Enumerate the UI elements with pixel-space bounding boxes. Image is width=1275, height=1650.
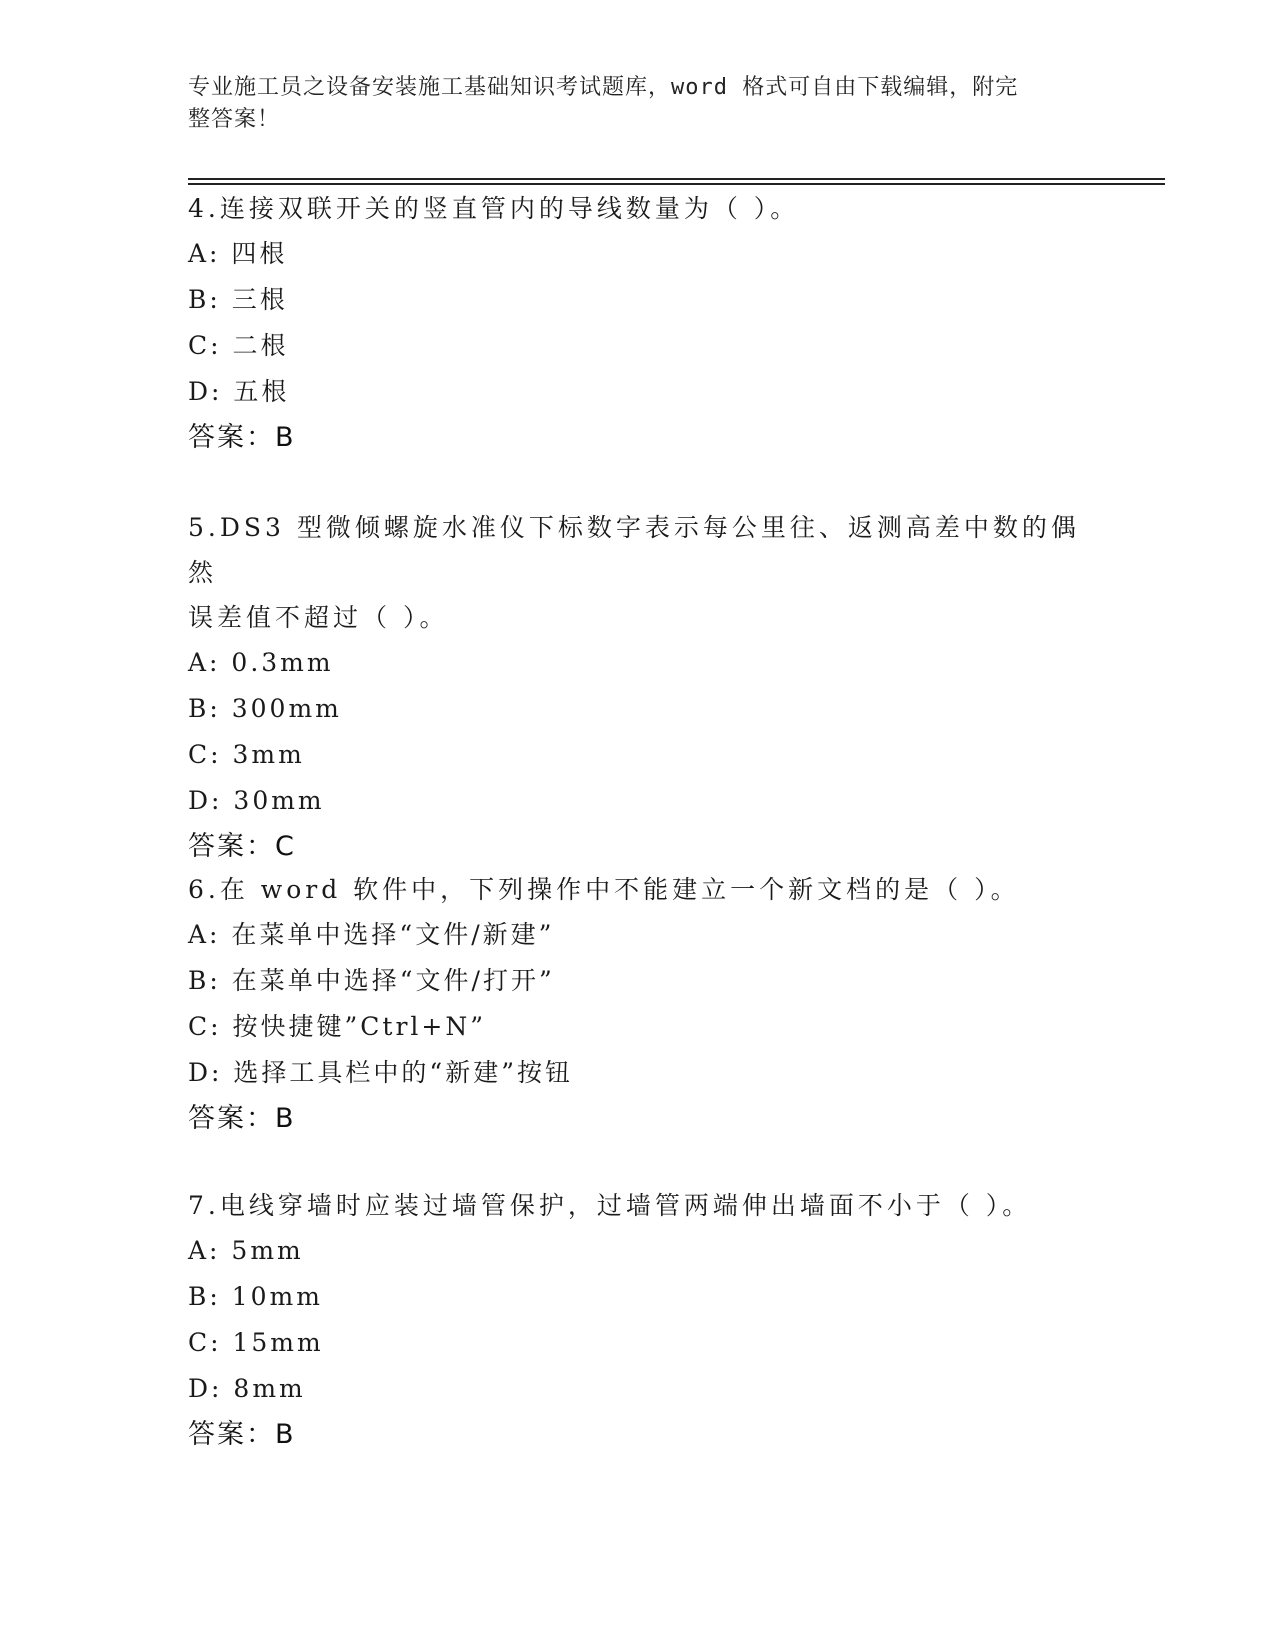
question-stem: 4.连接双联开关的竖直管内的导线数量为（ ）。: [188, 194, 800, 223]
option-c: C: 按快捷键”Ctrl+N”: [188, 1012, 487, 1041]
question-stem: 7.电线穿墙时应装过墙管保护，过墙管两端伸出墙面不小于（ ）。: [188, 1191, 1032, 1220]
option-a: A: 0.3mm: [188, 648, 334, 677]
option-c: C: 二根: [188, 331, 289, 360]
answer: 答案：B: [188, 1103, 296, 1134]
header-divider-bottom: [188, 183, 1165, 185]
question-stem: 6.在 word 软件中，下列操作中不能建立一个新文档的是（ ）。: [188, 875, 1020, 904]
answer: 答案：B: [188, 1419, 296, 1450]
header-line-2: 整答案！: [188, 107, 281, 132]
option-c: C: 15mm: [188, 1328, 324, 1357]
answer: 答案：B: [188, 422, 296, 453]
option-b: B: 三根: [188, 285, 288, 314]
option-a: A: 5mm: [188, 1236, 304, 1265]
question-6: [188, 867, 1088, 1142]
question-5: [188, 505, 1088, 870]
header-line-1: 专业施工员之设备安装施工基础知识考试题库，word 格式可自由下载编辑，附完: [188, 75, 1019, 100]
option-d: D: 五根: [188, 377, 290, 406]
question-7: [188, 1183, 1088, 1458]
question-stem-line-1: 5.DS3 型微倾螺旋水准仪下标数字表示每公里往、返测高差中数的偶然: [188, 513, 1080, 587]
option-d: D: 选择工具栏中的“新建”按钮: [188, 1058, 573, 1087]
option-c: C: 3mm: [188, 740, 305, 769]
option-a: A: 四根: [188, 239, 288, 268]
option-d: D: 30mm: [188, 786, 325, 815]
document-header: [188, 72, 1088, 136]
question-stem-line-2: 误差值不超过（ ）。: [188, 603, 449, 632]
option-b: B: 10mm: [188, 1282, 323, 1311]
header-divider-top: [188, 178, 1165, 180]
answer: 答案：C: [188, 831, 296, 862]
option-b: B: 300mm: [188, 694, 342, 723]
question-4: [188, 186, 1088, 461]
option-d: D: 8mm: [188, 1374, 306, 1403]
option-b: B: 在菜单中选择“文件/打开”: [188, 966, 555, 995]
option-a: A: 在菜单中选择“文件/新建”: [188, 920, 555, 949]
